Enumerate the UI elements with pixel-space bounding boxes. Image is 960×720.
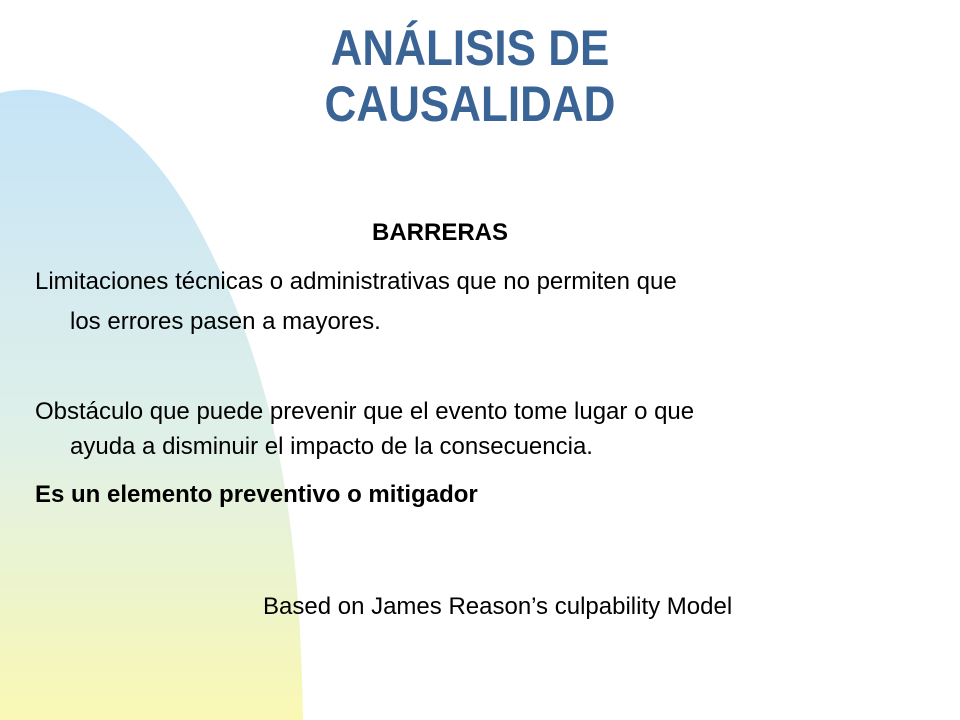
slide-title-line-2: CAUSALIDAD [324,76,616,132]
emphasis-statement: Es un elemento preventivo o mitigador [35,481,478,508]
paragraph-1-line-2: los errores pasen a mayores. [70,308,381,335]
slide-title-line-1: ANÁLISIS DE [330,20,610,76]
section-heading: BARRERAS [372,219,509,246]
paragraph-2-line-2: ayuda a disminuir el impacto de la consecuencia. [70,433,593,460]
citation-text: Based on James Reason’s culpability Model [263,593,733,620]
paragraph-1-line-1: Limitaciones técnicas o administrativas que no permiten que [35,268,677,295]
paragraph-2-line-1: Obstáculo que puede prevenir que el evento tome lugar o que [35,398,695,425]
